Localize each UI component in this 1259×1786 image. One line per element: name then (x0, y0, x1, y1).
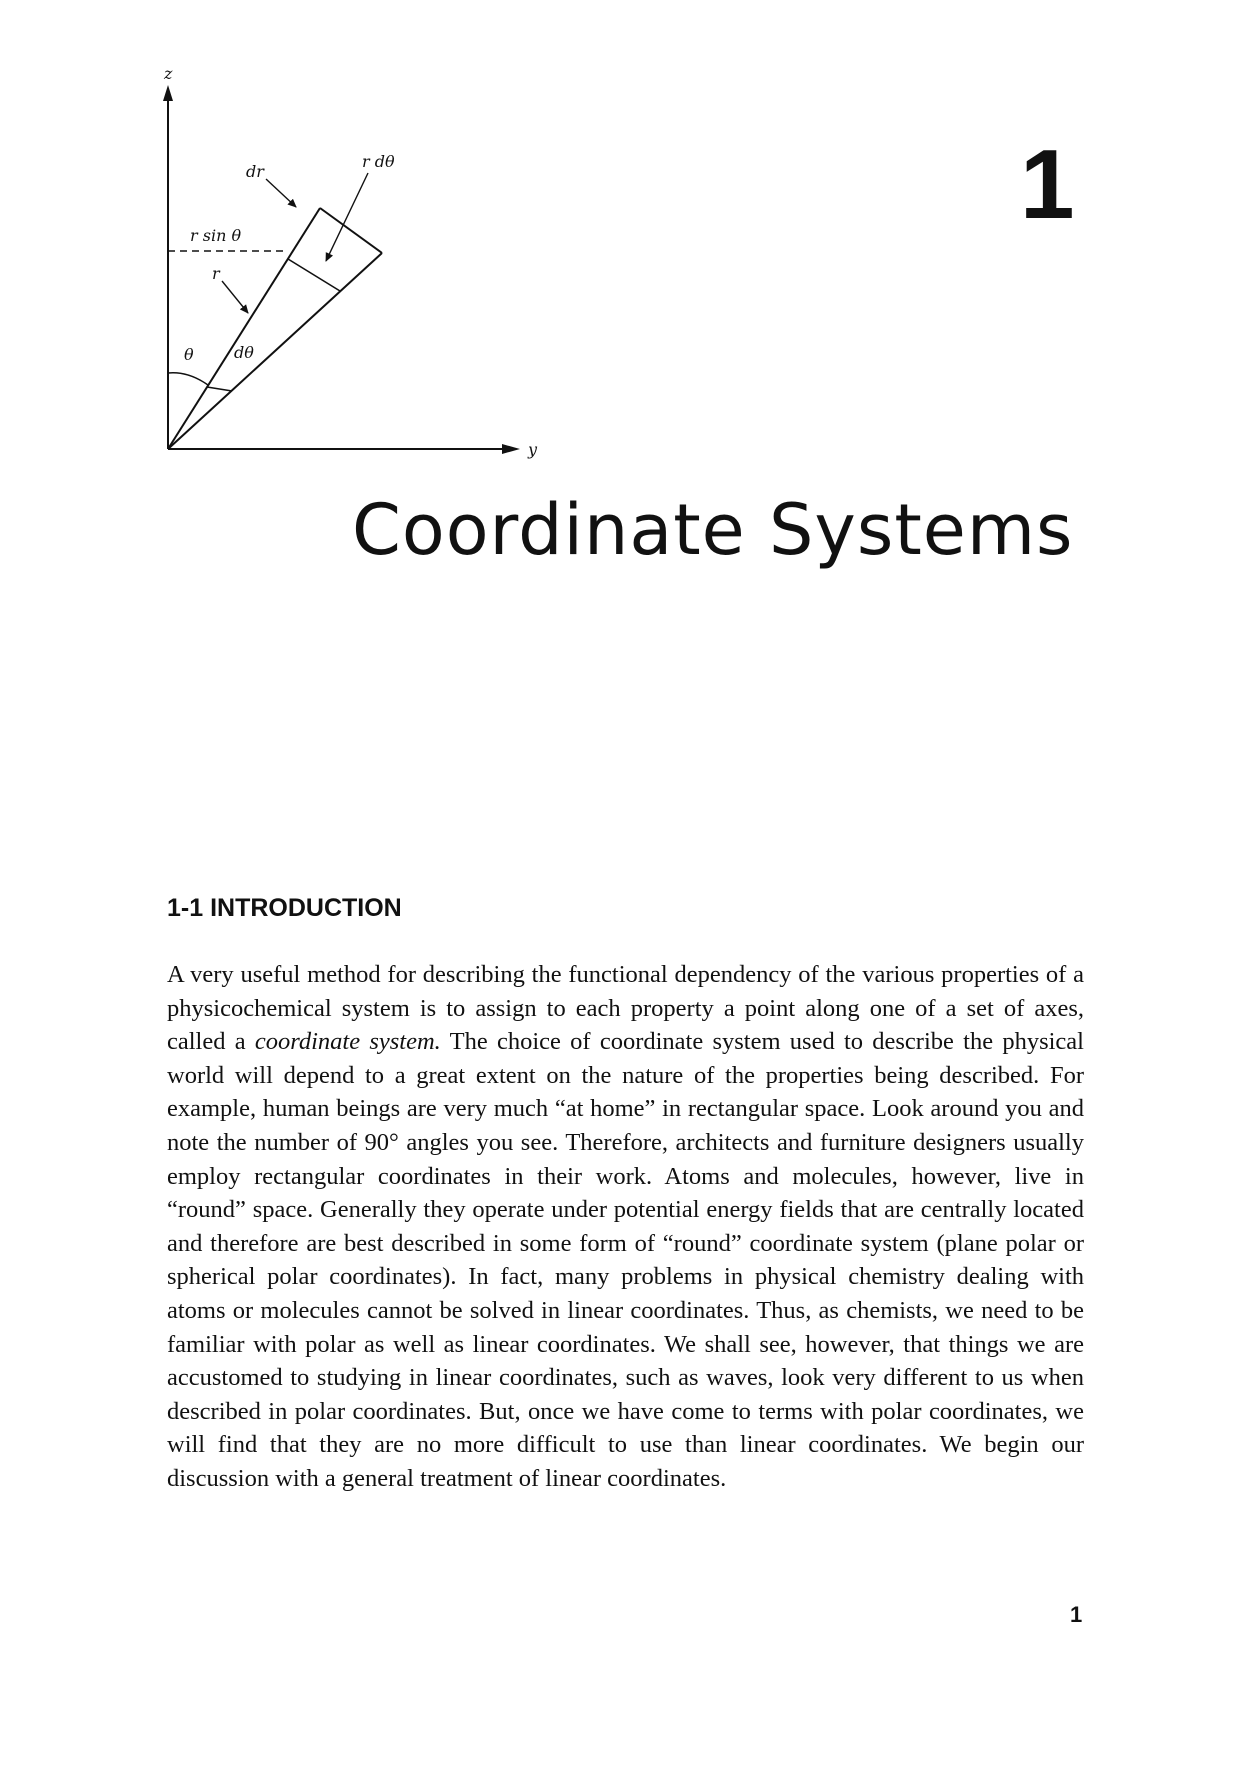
wedge-volume-element-base (288, 259, 340, 291)
z-axis-label: z (164, 64, 173, 83)
y-axis-label: y (528, 440, 538, 459)
wedge-top-cap (320, 208, 382, 253)
r-label: r (212, 264, 220, 283)
r-arrow (222, 281, 248, 313)
dr-arrow (266, 179, 296, 207)
section-heading: 1-1 INTRODUCTION (167, 894, 402, 922)
paragraph-text-part2: The choice of coordinate system used to describe the physical world will depend to a great extent on the nature of the properties being described. For example, human beings are very much “at home” in rectangular space. Look around you and note the number of 90° angles you see. Therefore, architects and furniture designers usually employ rectangular coordinates in their work. Atoms and molecules, however, live in “round” space. Generally they operate under potential energy fields that are centrally located and therefore are best described in some form of “round” coordinate system (plane polar or spherical polar coordinates). In fact, many problems in physical chemistry dealing with atoms or molecules cannot be solved in linear coordinates. Thus, as chemists, we need to be familiar with polar as well as linear coordinates. We shall see, however, that things we are accustomed to studying in linear coordinates, such as waves, look very different to us when described in polar coordinates. But, once we have come to terms with polar coordinates, we will find that they are no more difficult to use than linear coordinates. We begin our discussion with a general treatment of linear coordinates. (167, 1028, 1084, 1492)
z-axis-arrowhead (163, 85, 173, 101)
theta-arc (168, 373, 208, 385)
dtheta-arc (207, 387, 232, 391)
paragraph-text-part1: A very useful method for describing the functional dependency of the various properties of a physicochemical system is to assign to each property a point along one of a set of axes, called a (167, 961, 1084, 1056)
r-dtheta-label: r dθ (362, 152, 395, 171)
y-axis-arrowhead (502, 444, 520, 454)
theta-label: θ (184, 345, 194, 364)
coordinate-system-term: coordinate system. (254, 1028, 441, 1056)
polar-coordinate-diagram (150, 55, 570, 475)
r-sin-theta-label: r sin θ (190, 226, 242, 245)
chapter-title: Coordinate Systems (352, 489, 1074, 571)
introduction-paragraph (167, 958, 1084, 1496)
page-number: 1 (1070, 1602, 1083, 1627)
dtheta-label: dθ (234, 343, 254, 362)
wedge-edge-outer (168, 253, 382, 449)
dr-label: dr (246, 162, 264, 181)
chapter-number: 1 (1020, 129, 1075, 239)
